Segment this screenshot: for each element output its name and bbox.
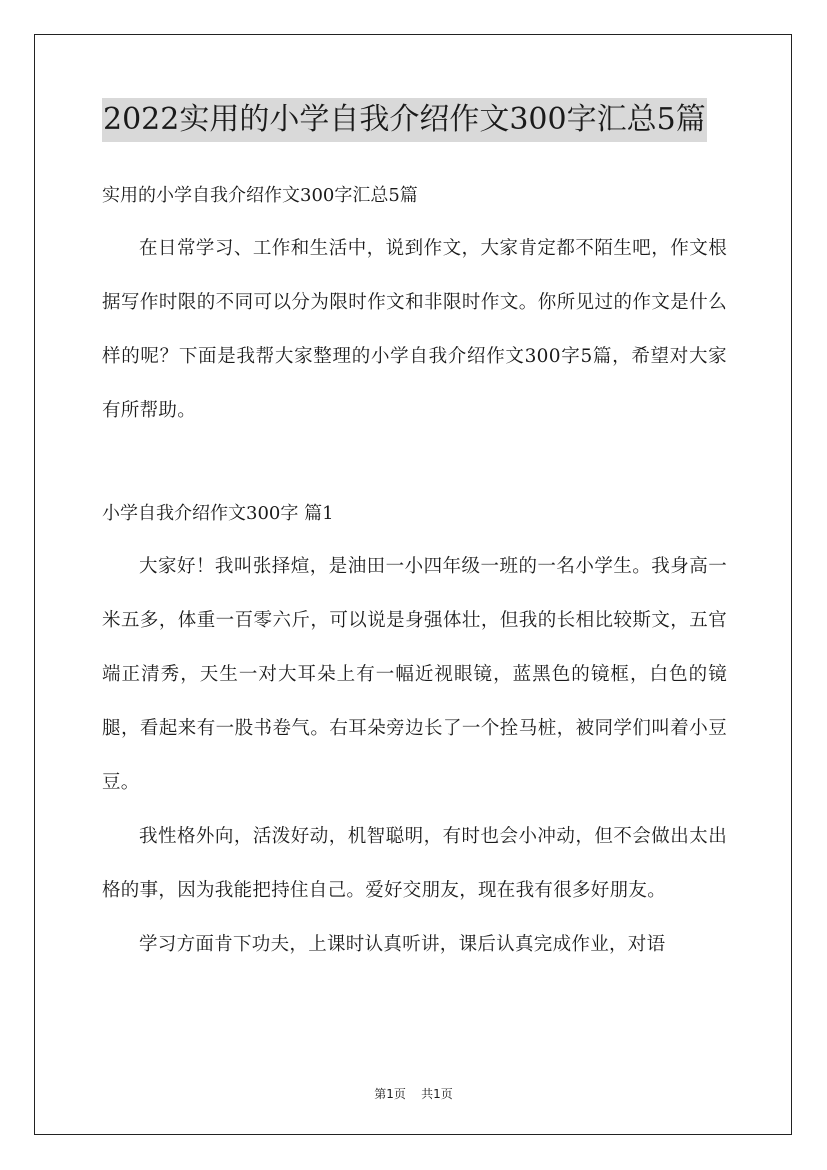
body-paragraph: 大家好！我叫张择煊，是油田一小四年级一班的一名小学生。我身高一米五多，体重一百零六斤，可以说是身强体壮，但我的长相比较斯文，五官端正清秀，天生一对大耳朵上有一幅近视眼镜，蓝黑色的镜框，白色的镜腿，看起来有一股书卷气。右耳朵旁边长了一个拴马桩，被同学们叫着小豆豆。 bbox=[102, 556, 727, 793]
page-footer bbox=[0, 1085, 827, 1102]
body-paragraph: 我性格外向，活泼好动，机智聪明，有时也会小冲动，但不会做出太出格的事，因为我能把持住自己。爱好交朋友，现在我有很多好朋友。 bbox=[102, 826, 727, 901]
section-spacer bbox=[102, 438, 727, 488]
document-title: 2022实用的小学自我介绍作文300字汇总5篇 bbox=[102, 98, 707, 142]
document-subtitle: 实用的小学自我介绍作文300字汇总5篇 bbox=[102, 185, 418, 206]
section-heading: 小学自我介绍作文300字 篇1 bbox=[102, 503, 334, 524]
body-paragraph: 学习方面肯下功夫，上课时认真听讲，课后认真完成作业，对语 bbox=[139, 934, 666, 955]
intro-paragraph: 在日常学习、工作和生活中，说到作文，大家肯定都不陌生吧，作文根据写作时限的不同可以分为限时作文和非限时作文。你所见过的作文是什么样的呢？下面是我帮大家整理的小学自我介绍作文300字5篇，希望对大家有所帮助。 bbox=[102, 238, 727, 421]
page-number: 第1页 bbox=[374, 1087, 406, 1101]
document-body bbox=[102, 170, 727, 972]
page-total: 共1页 bbox=[421, 1087, 453, 1101]
page-spacer bbox=[410, 1087, 418, 1101]
